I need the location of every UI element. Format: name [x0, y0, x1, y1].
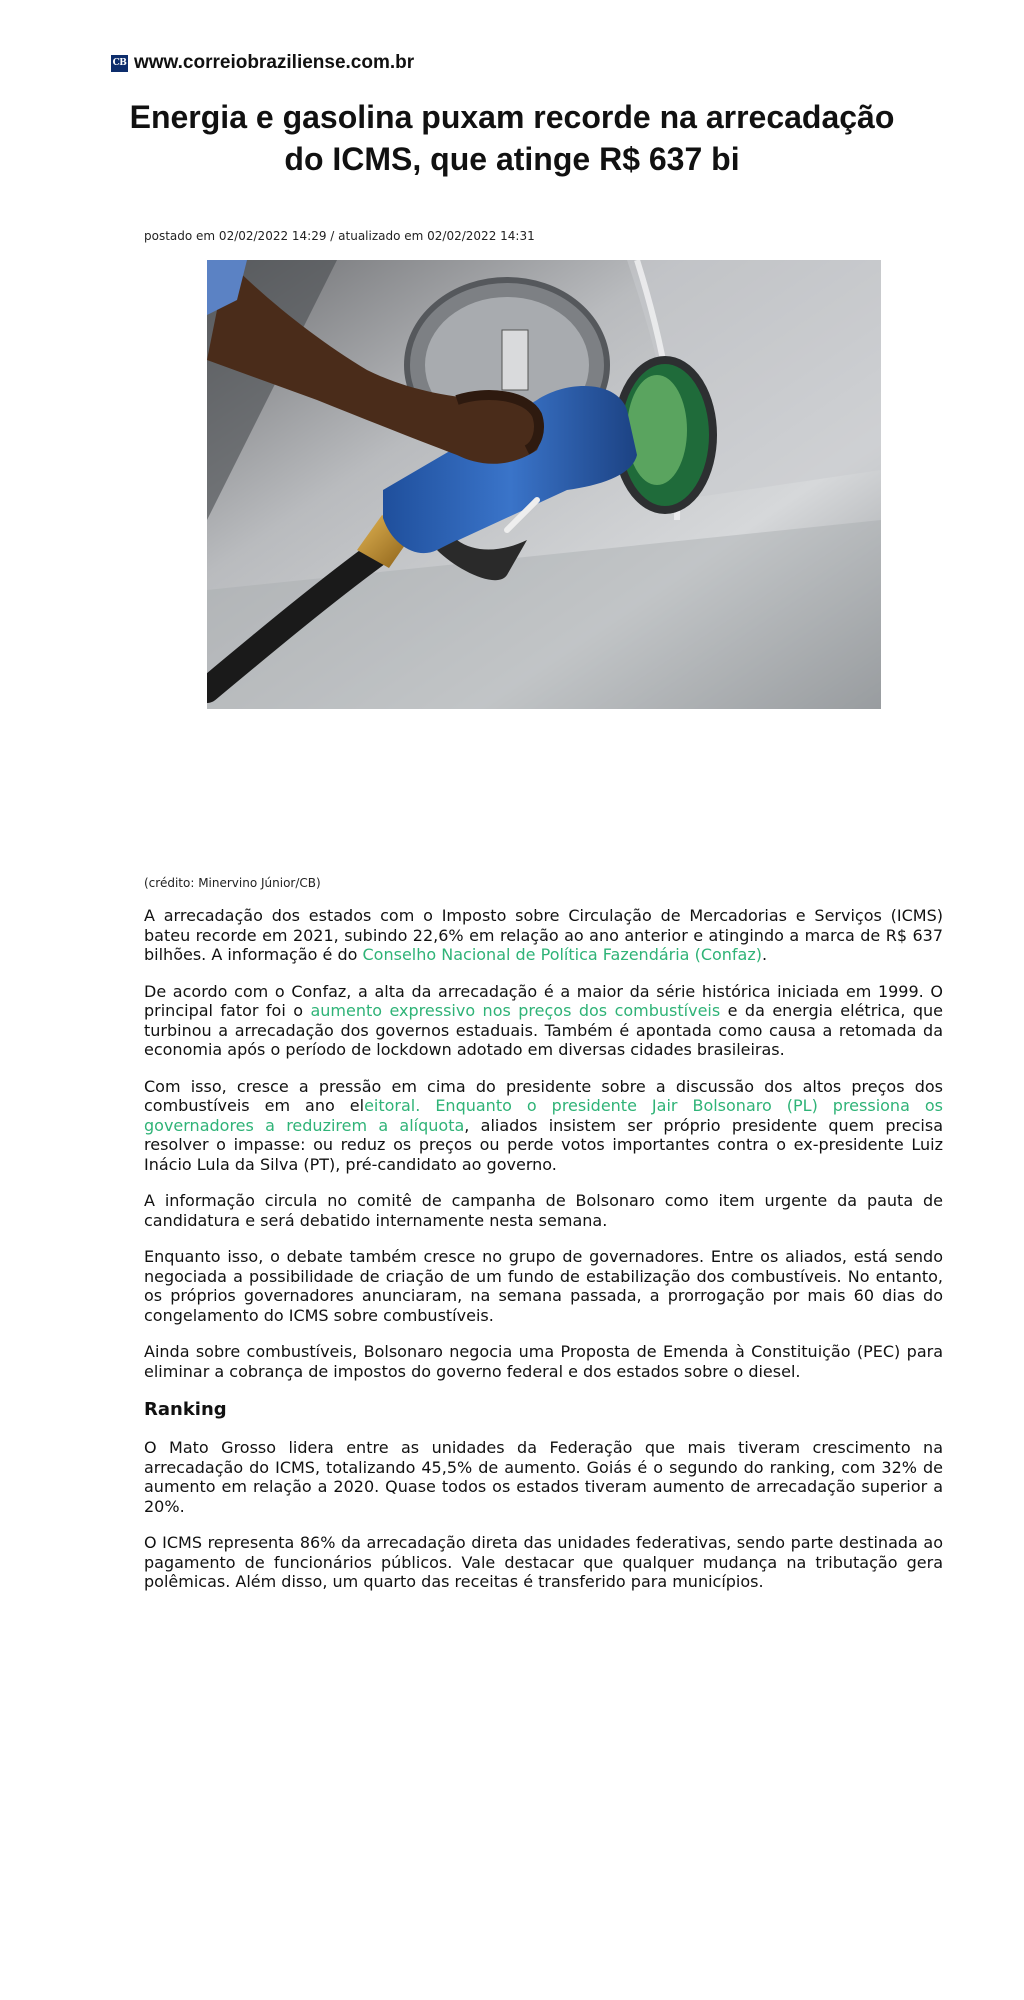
article-dates: postado em 02/02/2022 14:29 / atualizado em 02/02/2022 14:31 [144, 229, 535, 243]
paragraph-8: O ICMS representa 86% da arrecadação direta das unidades federativas, sendo parte destinada ao pagamento de funcionários públicos. Vale destacar que qualquer mudança na tributação gera polêmicas. Além disso, um quarto das receitas é transferido para municípios. [144, 1533, 943, 1591]
fuel-prices-link[interactable]: aumento expressivo nos preços dos combustíveis [310, 1001, 721, 1020]
confaz-link[interactable]: Conselho Nacional de Política Fazendária (Confaz) [362, 945, 762, 964]
paragraph-1: A arrecadação dos estados com o Imposto sobre Circulação de Mercadorias e Serviços (ICMS) bateu recorde em 2021, subindo 22,6% em relação ao ano anterior e atingindo a marca de R$ 637 bilhões. A informação é do Conselho Nacional de Política Fazendária (Confaz). [144, 906, 943, 964]
paragraph-3: Com isso, cresce a pressão em cima do presidente sobre a discussão dos altos preços dos combustíveis em ano eleitoral. Enquanto o presidente Jair Bolsonaro (PL) pressiona os governadores a reduzirem a alíquota, aliados insistem ser próprio presidente quem precisa resolver o impasse: ou reduz os preços ou perde votos importantes contra o ex-presidente Luiz Inácio Lula da Silva (PT), pré-candidato ao governo. [144, 1076, 944, 1174]
site-domain[interactable]: www.correiobraziliense.com.br [134, 52, 415, 73]
site-header[interactable] [111, 52, 414, 74]
paragraph-5: Enquanto isso, o debate também cresce no grupo de governadores. Entre os aliados, está sendo negociada a possibilidade de criação de um fundo de estabilização dos combustíveis. No entanto, os próprios governadores anunciaram, na semana passada, a prorrogação por mais 60 dias do congelamento do ICMS sobre combustíveis. [144, 1247, 943, 1325]
paragraph-2: De acordo com o Confaz, a alta da arrecadação é a maior da série histórica iniciada em 1999. O principal fator foi o aumento expressivo nos preços dos combustíveis e da energia elétrica, que turbinou a arrecadação dos governos estaduais. Também é apontada como causa a retomada da economia após o período de lockdown adotado em diversas cidades brasileiras. [144, 981, 944, 1059]
paragraph-7: O Mato Grosso lidera entre as unidades da Federação que mais tiveram crescimento na arrecadação do ICMS, totalizando 45,5% de aumento. Goiás é o segundo do ranking, com 32% de aumento em relação a 2020. Quase todos os estados tiveram aumento de arrecadação superior a 20%. [144, 1438, 943, 1516]
article-photo [207, 260, 881, 709]
image-credit: (crédito: Minervino Júnior/CB) [144, 876, 321, 890]
cb-logo-icon: CB [111, 55, 128, 72]
bolsonaro-link[interactable]: eitoral. Enquanto o presidente Jair Bolsonaro (PL) pressiona os governadores a reduzirem a alíquota [144, 1096, 944, 1135]
paragraph-6: Ainda sobre combustíveis, Bolsonaro negocia uma Proposta de Emenda à Constituição (PEC) para eliminar a cobrança de impostos do governo federal e dos estados sobre o diesel. [144, 1342, 943, 1381]
article-title: Energia e gasolina puxam recorde na arrecadação do ICMS, que atinge R$ 637 bi [129, 99, 895, 177]
article-body [144, 906, 943, 1609]
ranking-heading: Ranking [144, 1399, 227, 1420]
paragraph-4: A informação circula no comitê de campanha de Bolsonaro como item urgente da pauta de candidatura e será debatido internamente nesta semana. [144, 1191, 943, 1230]
fuel-pump-illustration [207, 260, 881, 709]
